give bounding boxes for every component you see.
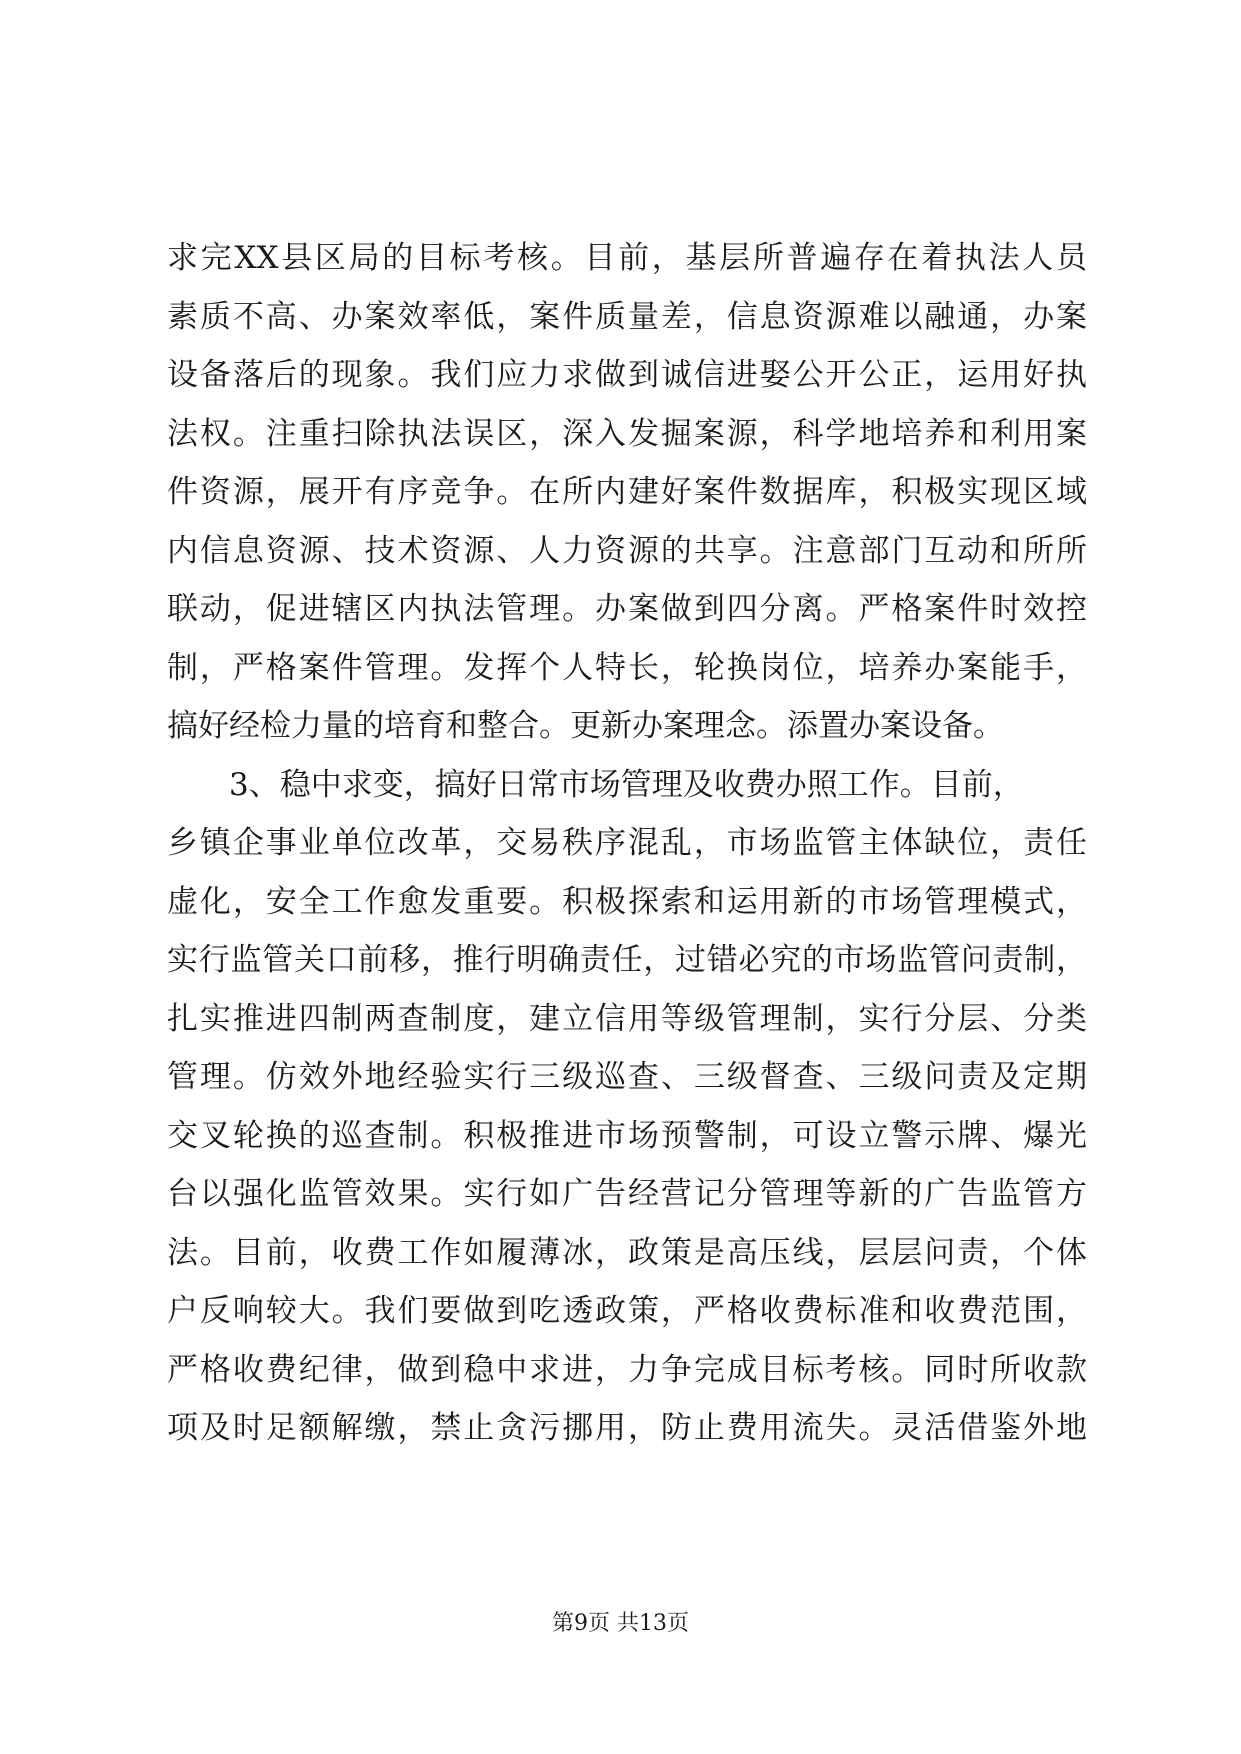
text-line: 法权。注重扫除执法误区，深入发掘案源，科学地培养和利用案 [167, 415, 1087, 452]
text-line: 乡镇企事业单位改革，交易秩序混乱，市场监管主体缺位，责任 [167, 825, 1087, 861]
text-line: 项及时足额解缴，禁止贪污挪用，防止费用流失。灵活借鉴外地 [167, 1410, 1087, 1446]
text-line: 扎实推进四制两查制度，建立信用等级管理制，实行分层、分类 [167, 1000, 1087, 1037]
text-line: 实行监管关口前移，推行明确责任，过错必究的市场监管问责制， [167, 942, 1087, 978]
text-line: 户反响较大。我们要做到吃透政策，严格收费标准和收费范围， [167, 1293, 1087, 1329]
text-line: 台以强化监管效果。实行如广告经营记分管理等新的广告监管方 [167, 1176, 1087, 1212]
text-line: 严格收费纪律，做到稳中求进，力争完成目标考核。同时所收款 [167, 1351, 1087, 1388]
text-line: 素质不高、办案效率低，案件质量差，信息资源难以融通，办案 [167, 298, 1087, 335]
text-line: 制，严格案件管理。发挥个人特长，轮换岗位，培养办案能手， [167, 649, 1087, 686]
text-line: 法。目前，收费工作如履薄冰，政策是高压线，层层问责，个体 [167, 1234, 1087, 1271]
text-line: 求完XX县区局的目标考核。目前，基层所普遍存在着执法人员 [167, 240, 1087, 276]
paragraph-start-line: 3、稳中求变，搞好日常市场管理及收费办照工作。目前， [229, 766, 1024, 803]
text-line: 虚化，安全工作愈发重要。积极探索和运用新的市场管理模式， [167, 883, 1087, 920]
body-text [167, 229, 1087, 1458]
text-line: 联动，促进辖区内执法管理。办案做到四分离。严格案件时效控 [167, 591, 1087, 627]
text-line: 设备落后的现象。我们应力求做到诚信进娶公开公正，运用好执 [167, 357, 1087, 393]
text-line: 搞好经检力量的培育和整合。更新办案理念。添置办案设备。 [167, 708, 1004, 744]
page-number-footer: 第9页 共13页 [552, 1611, 689, 1636]
text-line: 内信息资源、技术资源、人力资源的共享。注意部门互动和所所 [167, 532, 1087, 569]
text-line: 件资源，展开有序竞争。在所内建好案件数据库，积极实现区域 [167, 474, 1087, 510]
text-line: 交叉轮换的巡查制。积极推进市场预警制，可设立警示牌、爆光 [167, 1117, 1087, 1154]
text-line: 管理。仿效外地经验实行三级巡查、三级督查、三级问责及定期 [167, 1059, 1087, 1095]
